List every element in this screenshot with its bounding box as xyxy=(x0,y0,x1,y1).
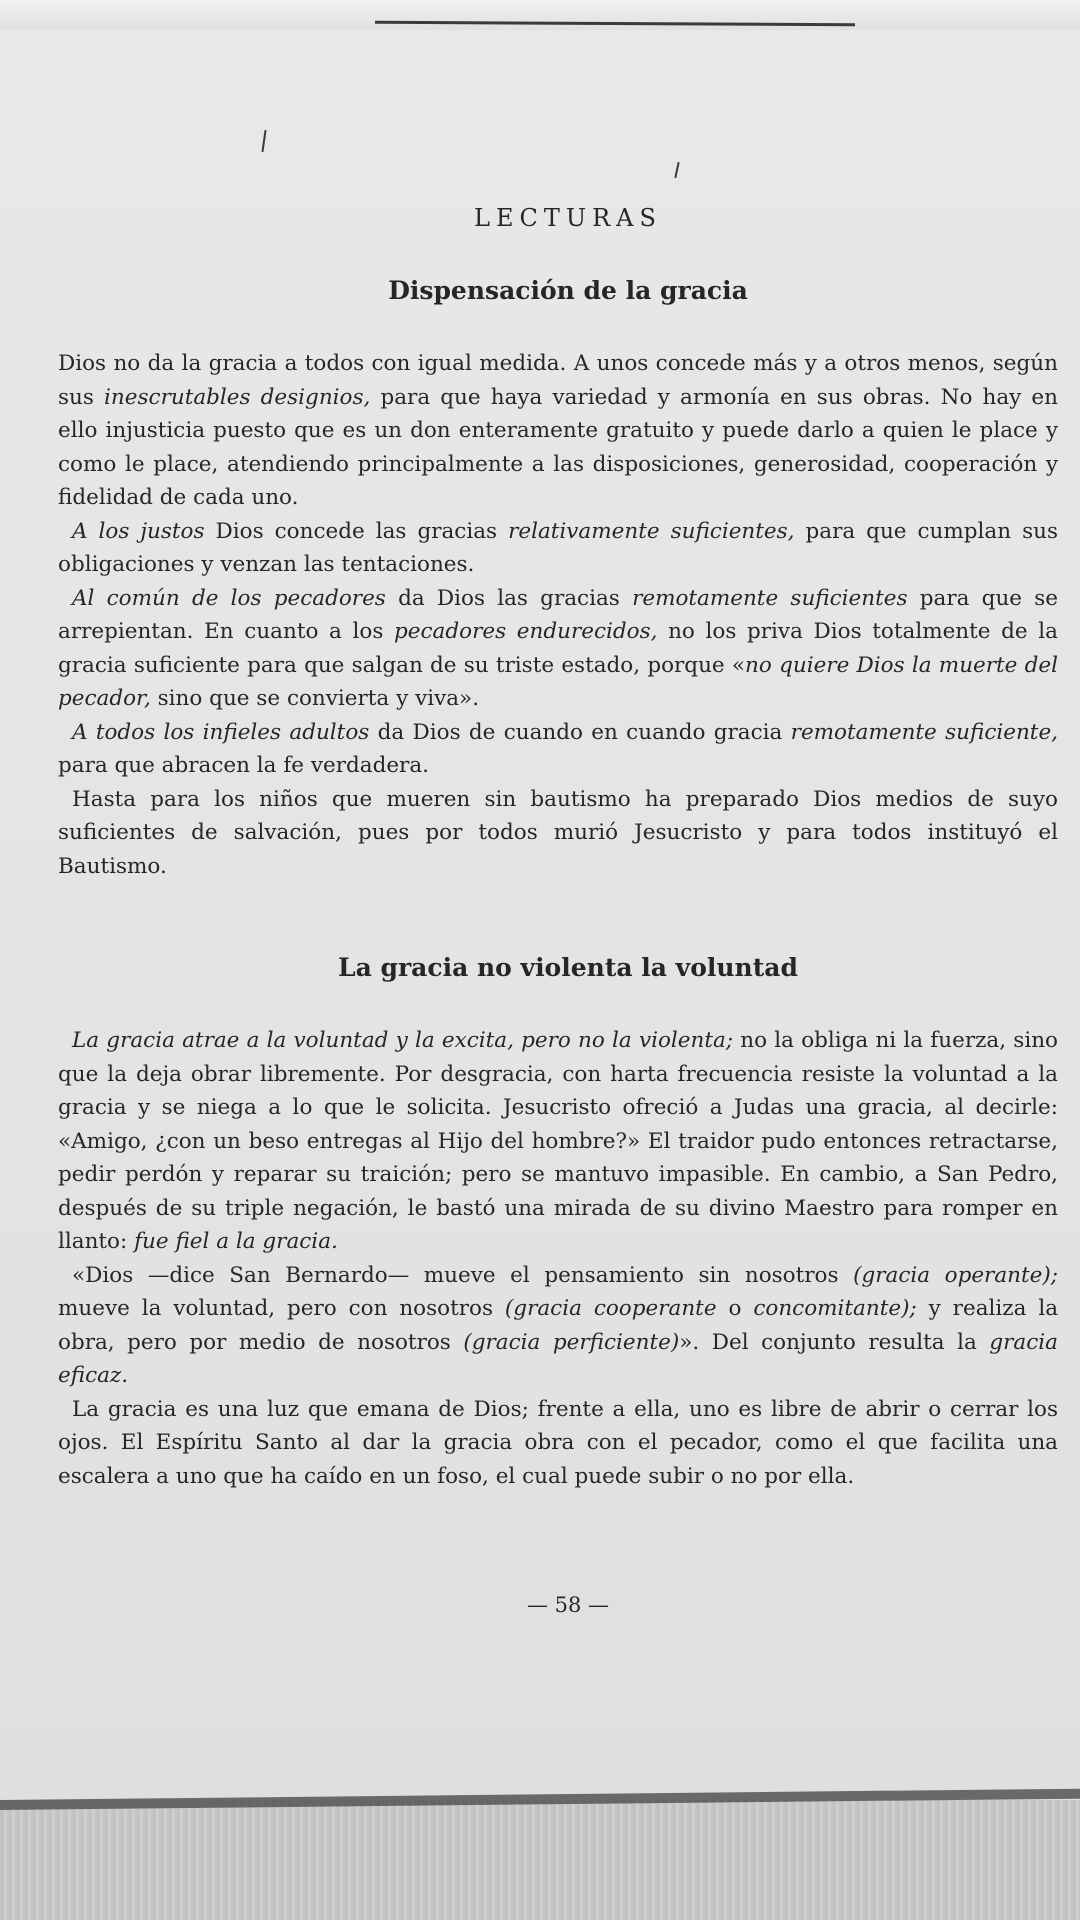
stray-mark xyxy=(674,162,679,178)
paragraph: La gracia es una luz que emana de Dios; frente a ella, uno es libre de abrir o cerrar los ojos. El Espíritu Santo al dar la gracia obra con el pecador, como el que facilita una escalera a uno que ha caído en un foso, el cual puede subir o no por ella. xyxy=(58,1396,1058,1489)
paragraph: Al común de los pecadores da Dios las gracias remotamente suficientes para que se arrepientan. En cuanto a los pecadores endurecidos, no los priva Dios totalmente de la gracia suficiente para que salgan de su triste estado, porque «no quiere Dios la muerte del pecador, sino que se convierta y viva». xyxy=(58,585,1059,711)
paragraph: Hasta para los niños que mueren sin bautismo ha preparado Dios medios de suyo suficientes de salvación, pues por todos murió Jesucristo y para todos instituyó el Bautismo. xyxy=(58,786,1058,879)
paragraph: «Dios —dice San Bernardo— mueve el pensamiento sin nosotros (gracia operante); mueve la voluntad, pero con nosotros (gracia cooperante o concomitante); y realiza la obra, pero por medio de nosotros (gracia perficiente)». Del conjunto resulta la gracia eficaz. xyxy=(58,1262,1059,1388)
stray-mark xyxy=(261,130,266,152)
section-title-voluntad: La gracia no violenta la voluntad xyxy=(338,953,798,982)
paragraph: La gracia atrae a la voluntad y la excita, pero no la violenta; no la obliga ni la fuerza, sino que la deja obrar libremente. Por desgracia, con harta frecuencia resiste la voluntad a la gracia y se niega a lo que le solicita. Jesucristo ofreció a Judas una gracia, al decirle: «Amigo, ¿con un beso entregas al Hijo del hombre?» El traidor pudo entonces retractarse, pedir perdón y reparar su traición; pero se mantuvo impasible. En cambio, a San Pedro, después de su triple negación, le bastó una mirada de su divino Maestro para romper en llanto: fue fiel a la gracia. xyxy=(58,1028,1058,1254)
paragraph: Dios no da la gracia a todos con igual medida. A unos concede más y a otros menos, según sus inescrutables designios, para que haya variedad y armonía en sus obras. No hay en ello injusticia puesto que es un don enteramente gratuito y puede darlo a quien le place y como le place, atendiendo principalmente a las disposiciones, generosidad, cooperación y fidelidad de cada uno. xyxy=(58,351,1059,510)
section-title-dispensacion: Dispensación de la gracia xyxy=(388,276,748,305)
paragraph: A todos los infieles adultos da Dios de cuando en cuando gracia remotamente suficiente, para que abracen la fe verdadera. xyxy=(58,719,1059,778)
paragraph: A los justos Dios concede las gracias relativamente suficientes, para que cumplan sus obligaciones y venzan las tentaciones. xyxy=(58,518,1059,577)
section-header: LECTURAS xyxy=(474,204,662,232)
page-number: — 58 — xyxy=(526,1593,610,1617)
page-bottom-edge xyxy=(0,1800,1080,1920)
document-content xyxy=(58,190,1058,1617)
